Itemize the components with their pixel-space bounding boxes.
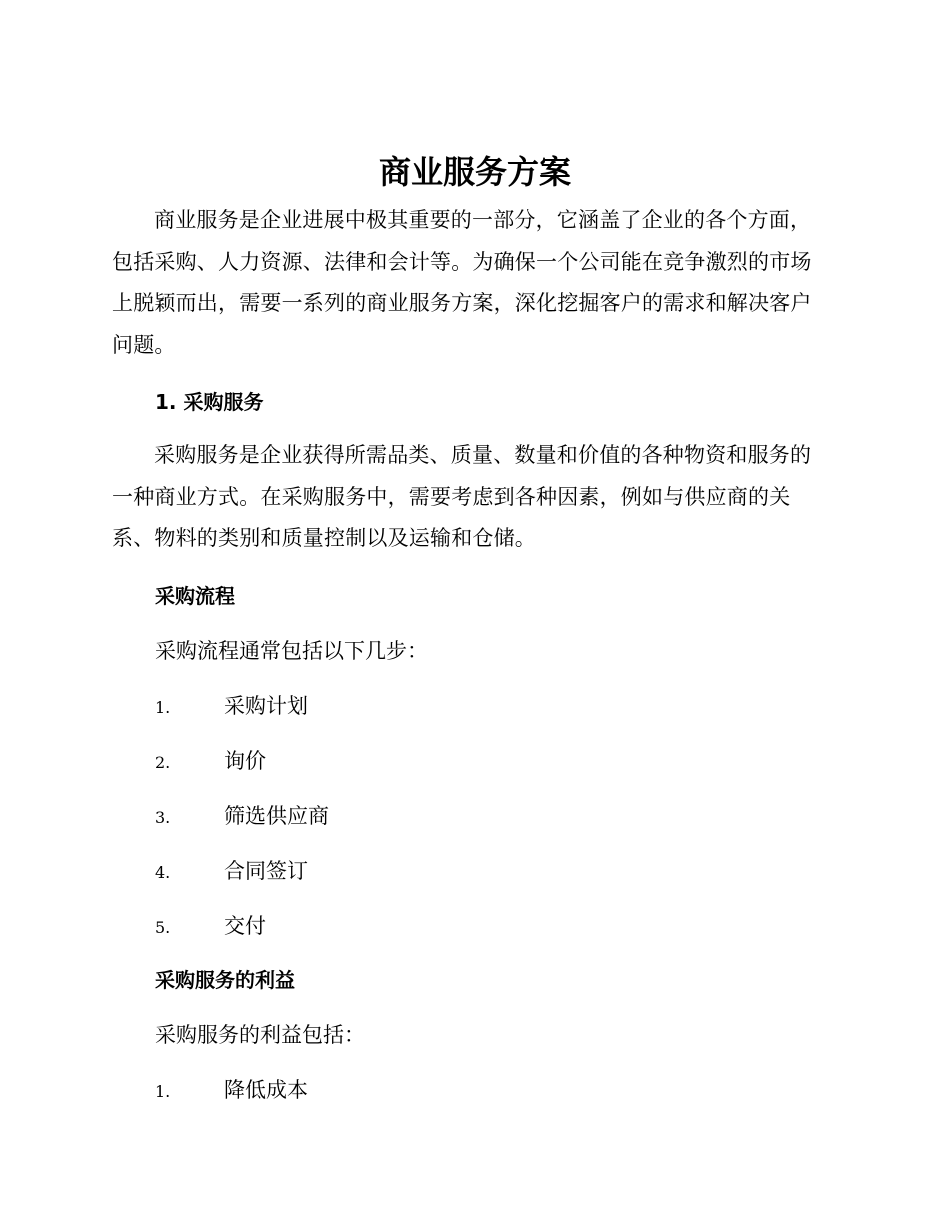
subheading-process: 采购流程 (155, 584, 235, 608)
list-item (155, 856, 655, 886)
list-text: 交付 (224, 914, 266, 938)
list-text: 采购计划 (224, 694, 308, 718)
benefits-lead: 采购服务的利益包括： (155, 1023, 365, 1047)
list-number: 5. (155, 918, 171, 937)
list-text: 合同签订 (224, 859, 308, 883)
list-number: 1. (155, 698, 171, 717)
list-item (155, 1075, 655, 1105)
list-text: 询价 (224, 749, 266, 773)
list-text: 筛选供应商 (224, 804, 329, 828)
section-heading-procurement: 1. 采购服务 (155, 390, 264, 414)
document-title: 商业服务方案 (378, 153, 571, 191)
list-number: 4. (155, 863, 171, 882)
intro-paragraph: 商业服务是企业进展中极其重要的一部分，它涵盖了企业的各个方面，包括采购、人力资源、法律和会计等。为确保一个公司能在竞争激烈的市场上脱颖而出，需要一系列的商业服务方案，深化挖掘客户的需求和解决客户问题。 (112, 208, 812, 357)
subheading-benefits: 采购服务的利益 (155, 968, 295, 992)
list-item (155, 691, 655, 721)
list-number: 1. (155, 1082, 171, 1101)
list-item (155, 801, 655, 831)
process-lead: 采购流程通常包括以下几步： (155, 639, 428, 663)
list-text: 降低成本 (224, 1078, 308, 1102)
list-number: 3. (155, 808, 171, 827)
procurement-paragraph: 采购服务是企业获得所需品类、质量、数量和价值的各种物资和服务的一种商业方式。在采购服务中，需要考虑到各种因素，例如与供应商的关系、物料的类别和质量控制以及运输和仓储。 (112, 443, 812, 550)
list-item (155, 746, 655, 776)
list-number: 2. (155, 753, 171, 772)
list-item (155, 911, 655, 941)
